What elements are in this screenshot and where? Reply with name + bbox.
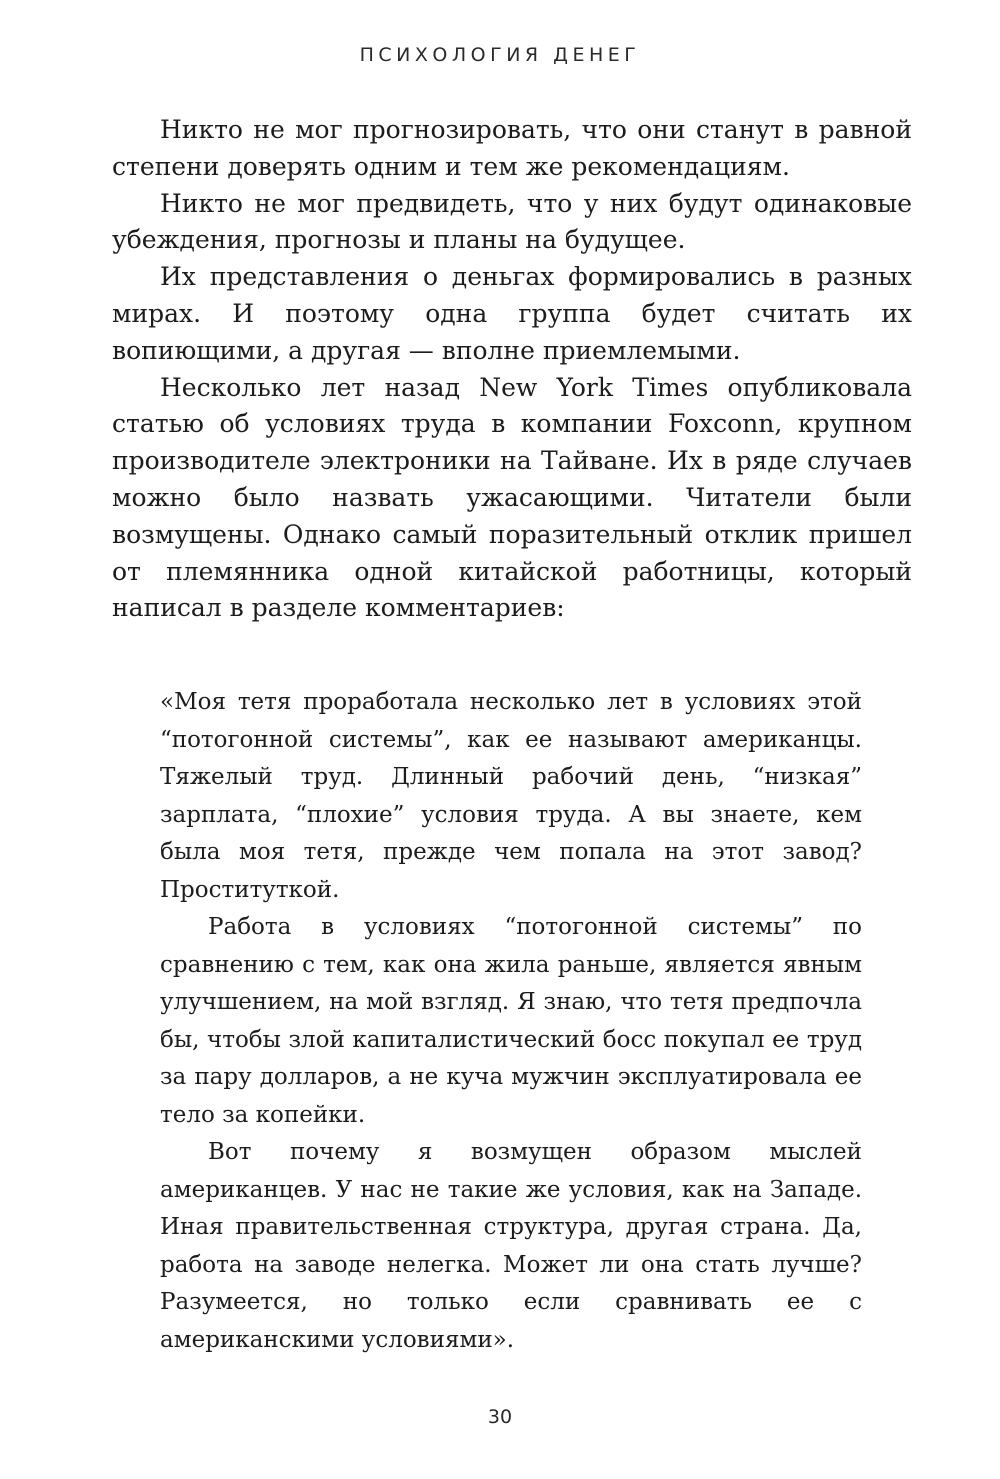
body-paragraph-2: Никто не мог предвидеть, что у них будут одинаковые убеждения, прогнозы и планы на будущее. bbox=[112, 188, 912, 255]
quote-paragraph-3: Вот почему я возмущен образом мыслей американцев. У нас не такие же условия, как на Западе. Иная правительственная структура, другая страна. Да, работа на заводе нелегка. Может ли она стать лучше? Разумеется, но только если сравнивать ее с американскими условиями». bbox=[160, 1139, 862, 1353]
body-paragraph-1: Никто не мог прогнозировать, что они станут в равной степени доверять одним и тем же рекомендациям. bbox=[112, 115, 912, 181]
body-paragraph-3: Их представления о деньгах формировались в разных мирах. И поэтому одна группа будет считать их вопиющими, а другая — вполне приемлемыми. bbox=[112, 262, 912, 365]
body-paragraph-4: Несколько лет назад New York Times опубликовала статью об условиях труда в компании Foxconn, крупном производителе электроники на Тайване. Их в ряде случаев можно было назвать ужасающими. Читатели были возмущены. Однако самый поразительный отклик пришел от племянника одной китайской работницы, который написал в разделе комментариев: bbox=[112, 372, 912, 623]
main-text bbox=[112, 112, 912, 627]
running-title: ПСИХОЛОГИЯ ДЕНЕГ bbox=[359, 44, 641, 66]
quote-paragraph-2: Работа в условиях “потогонной системы” по сравнению с тем, как она жила раньше, является явным улучшением, на мой взгляд. Я знаю, что тетя предпочла бы, чтобы злой капиталистический босс покупал ее труд за пару долларов, а не куча мужчин эксплуатировала ее тело за копейки. bbox=[160, 914, 862, 1128]
quote-paragraph-1: «Моя тетя проработала несколько лет в условиях этой “потогонной системы”, как ее называют американцы. Тяжелый труд. Длинный рабочий день, “низкая” зарплата, “плохие” условия труда. А вы знаете, кем была моя тетя, прежде чем попала на этот завод? Проституткой. bbox=[160, 689, 862, 903]
page-number: 30 bbox=[487, 1406, 513, 1428]
block-quote bbox=[160, 684, 862, 1359]
